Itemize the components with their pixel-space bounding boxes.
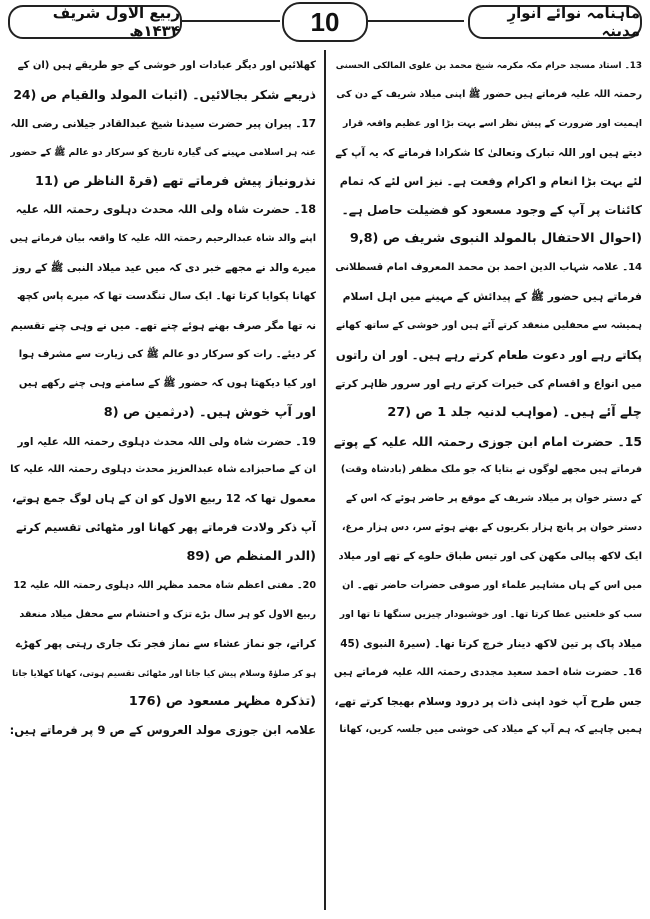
- text-line: 18۔ حضرت شاہ ولی اللہ محدث دہلوی رحمتہ اللہ علیہ: [15, 203, 316, 217]
- text-line: 17۔ پیران پیر حضرت سیدنا شیخ عبدالقادر جیلانی رضی اللہ: [10, 117, 316, 130]
- page-header: [0, 0, 650, 44]
- text-line: کھانا پکوایا کرتا تھا۔ ایک سال تنگدست تھا کہ میرے پاس کچھ: [16, 291, 316, 303]
- text-line: لئے بہت بڑا انعام و اکرام وفعت ہے۔ نیز اس لئے کہ تمام: [339, 174, 642, 188]
- text-line: کر دیئے۔ رات کو سرکار دو عالم ﷺ کی زیارت سے مشرف ہوا: [18, 348, 316, 360]
- text-line: اہمیت اور ضرورت کے پیش نظر اسے بہت بڑا اور عظیم واقعہ قرار: [343, 117, 642, 129]
- text-line: کھلائیں اور دیگر عبادات اور خوشی کے جو طریقے ہیں (ان کے: [17, 60, 316, 71]
- text-line: 14۔ علامہ شہاب الدین احمد بن محمد المعروف امام قسطلانی: [335, 262, 642, 274]
- text-line: 15۔ حضرت امام ابن جوزی رحمتہ اللہ علیہ کے پوتے: [334, 433, 642, 449]
- text-line: کراتے، جو نماز عشاء سے نماز فجر تک جاری رہتی پھر کھڑے: [15, 637, 316, 650]
- text-line: 19۔ حضرت شاہ ولی اللہ محدث دہلوی رحمتہ اللہ علیہ اور: [17, 435, 316, 448]
- text-line: کے دستر خوان پر میلاد شریف کے موقع پر حاضر ہوئے کہ اس کے: [346, 493, 642, 505]
- column-divider: [324, 50, 326, 910]
- right-column: [334, 52, 642, 912]
- text-line: ہمیں چاہیے کہ ہم آپ کے میلاد کی خوشی میں جلسہ کریں، کھانا: [339, 724, 642, 736]
- text-line: (احوال الاحتفال بالمولد النبوی شریف ص (9,8: [349, 231, 642, 247]
- text-line: ایک لاکھ پیالی مکھن کی اور تیس طباق حلوے کے تھے اور میلاد: [338, 551, 642, 563]
- text-line: رحمتہ اللہ علیہ فرماتے ہیں حضور ﷺ اپنی میلاد شریف کے دن کی: [336, 88, 642, 100]
- text-line: فرماتے ہیں حضور ﷺ کے پیدائش کے مہینے میں اہل اسلام: [342, 290, 642, 304]
- header-rule-left: [180, 20, 280, 22]
- text-line: میں انواع و اقسام کی خیرات کرتے رہے اور سرور ظاہر کرتے: [335, 377, 642, 390]
- issue-date: ربیع الاول شریف ۱۴۳۴ھ: [8, 5, 182, 39]
- text-line: آپ ذکر ولادت فرماتے پھر کھانا اور مٹھائی تقسیم کرتے: [16, 521, 316, 535]
- text-line: ذریعے شکر بجالائیں۔ (اثبات المولد والقیام ص (24: [13, 86, 316, 102]
- text-line: میلاد پاک پر تین لاکھ دینار خرچ کرتا تھا۔ (سیرۃ النبوی (45: [340, 637, 642, 650]
- text-line: ہمیشہ سے محفلیں منعقد کرتے آئے ہیں اور خوشی کے ساتھ کھانے: [336, 320, 642, 332]
- text-line: ربیع الاول کو ہر سال بڑے تزک و احتشام سے محفل میلاد منعقد: [19, 608, 316, 620]
- text-line: (تذکرہ مظہر مسعود ص (176: [128, 693, 316, 709]
- text-line: 16۔ حضرت شاہ احمد سعید مجددی رحمتہ اللہ علیہ فرماتے ہیں: [334, 666, 642, 678]
- text-line: اور کیا دیکھتا ہوں کہ حضور ﷺ کے سامنے وہی چنے رکھے ہیں: [18, 377, 316, 389]
- text-line: جس طرح آپ خود اپنی ذات پر درود وسلام بھیجا کرتے تھے،: [334, 694, 642, 708]
- text-line: دستر خوان پر پانچ ہزار بکریوں کے بھنے ہوئے سر، دس ہزار مرغ،: [341, 522, 642, 534]
- text-line: اپنے والد شاہ عبدالرحیم رحمتہ اللہ علیہ کا واقعہ بیان فرماتے ہیں: [9, 233, 316, 245]
- text-line: معمول تھا کہ 12 ربیع الاول کو ان کے ہاں لوگ جمع ہوتے،: [11, 492, 316, 506]
- text-line: اور آپ خوش ہیں۔ (درثمین ص (8: [103, 404, 316, 420]
- text-line: نہ تھا مگر صرف بھنے ہوئے چنے تھے۔ میں نے وہی چنے تقسیم: [10, 320, 316, 333]
- header-rule-right: [366, 20, 464, 22]
- text-line: دیتے ہیں اور اللہ تبارک وتعالیٰ کا شکرادا فرماتے کہ یہ آپ کے: [335, 146, 642, 159]
- left-column: [8, 52, 316, 912]
- text-line: ان کے صاحبزادے شاہ عبدالعزیز محدث دہلوی رحمتہ اللہ علیہ کا: [10, 464, 316, 476]
- text-line: سب کو خلعتیں عطا کرتا تھا۔ اور خوشبودار چیزیں سنگھا تا تھا اور: [339, 608, 642, 620]
- magazine-title: ماہنامہ نوائے انوارِ مدینہ: [468, 5, 642, 39]
- text-line: ہو کر صلوٰۃ وسلام پیش کیا جاتا اور مٹھائی تقسیم ہوتی، کھانا کھلایا جاتا: [12, 667, 316, 678]
- text-line: چلے آئے ہیں۔ (مواہب لدنیہ جلد 1 ص (27: [387, 404, 642, 420]
- text-line: کائنات پر آپ کے وجود مسعود کو فضیلت حاصل ہے۔: [341, 203, 642, 218]
- text-line: 13۔ استاد مسجد حرام مکہ مکرمہ شیخ محمد بن علوی المالکی الحسنی: [335, 61, 642, 71]
- text-line: میں اس کے ہاں مشاہیر علماء اور صوفی حضرات حاضر تھے۔ ان: [342, 580, 642, 592]
- text-line: عنہ ہر اسلامی مہینے کی گیارہ تاریخ کو سرکار دو عالم ﷺ کے حضور: [10, 146, 316, 158]
- text-line: (الدر المنظم ص (89: [186, 549, 316, 565]
- text-line: فرماتے ہیں مجھے لوگوں نے بتایا کہ جو ملک مظفر (بادشاہ وقت): [340, 464, 642, 476]
- text-line: نذرونیاز پیش فرماتے تھے (قرۃ الناظر ص (11: [35, 173, 316, 189]
- text-line: میرے والد نے مجھے خبر دی کہ میں عید میلاد النبی ﷺ کے روز: [12, 262, 316, 275]
- text-line: علامہ ابن جوزی مولد العروس کے ص 9 پر فرماتے ہیں:: [9, 723, 316, 738]
- page-number: 10: [282, 2, 368, 42]
- text-line: 20۔ مفتی اعظم شاہ محمد مظہر اللہ دہلوی رحمتہ اللہ علیہ 12: [13, 580, 316, 592]
- text-line: پکاتے رہے اور دعوت طعام کرتے رہے ہیں۔ اور ان راتوں: [335, 347, 642, 362]
